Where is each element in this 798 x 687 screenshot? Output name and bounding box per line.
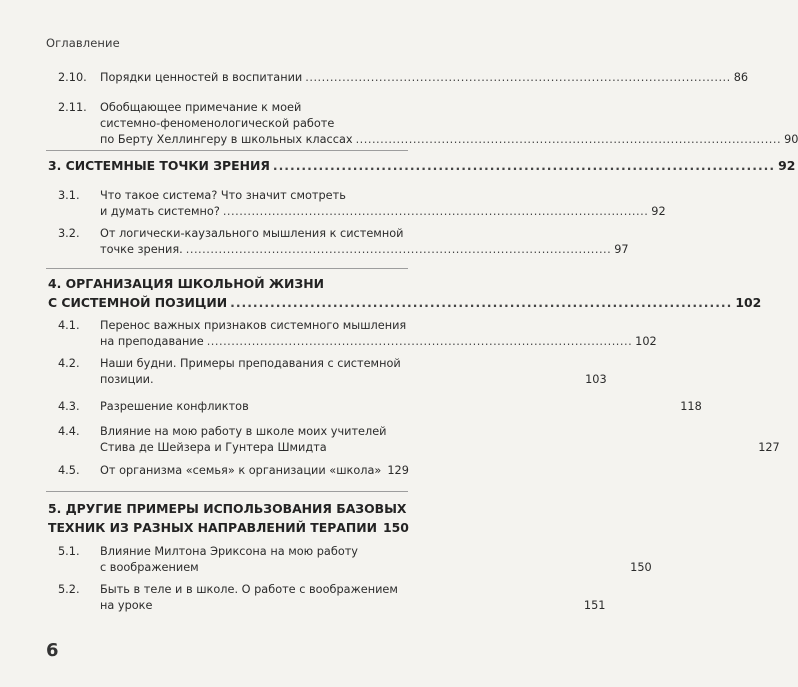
toc-entry-page: 97 — [614, 243, 629, 256]
toc-chapter-title: ТЕХНИК ИЗ РАЗНЫХ НАПРАВЛЕНИЙ ТЕРАПИИ — [48, 520, 378, 535]
section-divider — [46, 150, 408, 151]
toc-entry-title-line: Что такое система? Что значит смотреть — [100, 189, 346, 202]
toc-chapter-3[interactable] — [48, 156, 796, 175]
toc-entry-title: на уроке — [100, 599, 153, 612]
toc-entry-title-line: Влияние Милтона Эриксона на мою работу — [100, 545, 358, 558]
toc-entry-page: 86 — [733, 71, 749, 84]
toc-entry-title: с воображением — [100, 561, 199, 574]
toc-entry-number: 5.2. — [58, 583, 80, 596]
running-header: Оглавление — [46, 36, 120, 50]
toc-entry-title: и думать системно? — [100, 205, 220, 218]
leader-dots: ........................................................................................ — [230, 295, 733, 310]
toc-entry-title: Разрешение конфликтов — [100, 400, 249, 413]
toc-entry-number: 4.4. — [58, 425, 80, 438]
toc-entry-number: 2.11. — [58, 101, 87, 114]
leader-dots — [157, 372, 582, 388]
toc-entry-page: 150 — [630, 561, 652, 574]
toc-chapter-title: С СИСТЕМНОЙ ПОЗИЦИИ — [48, 295, 228, 310]
toc-entry-number: 3.1. — [58, 189, 80, 202]
toc-entry-number: 4.1. — [58, 319, 80, 332]
leader-dots: ........................................................................................................ — [222, 205, 649, 218]
toc-entry-title-line: Обобщающее примечание к моей — [100, 101, 302, 114]
leader-dots: ........................................................................................ — [272, 158, 776, 173]
toc-entry-title: на преподавание — [100, 335, 204, 348]
toc-entry-page: 118 — [680, 400, 702, 413]
toc-entry-title-line: От логически-каузального мышления к системной — [100, 227, 404, 240]
toc-chapter-title-line: 5. ДРУГИЕ ПРИМЕРЫ ИСПОЛЬЗОВАНИЯ БАЗОВЫХ — [48, 501, 407, 516]
leader-dots — [330, 440, 755, 456]
toc-entry-page: 151 — [583, 599, 606, 612]
section-divider — [46, 491, 408, 492]
leader-dots — [155, 598, 580, 614]
toc-entry-page: 127 — [758, 441, 780, 454]
toc-entry-title-line: системно-феноменологической работе — [100, 117, 335, 130]
leader-dots — [202, 560, 627, 576]
toc-entry-title-line: Влияние на мою работу в школе моих учителей — [100, 425, 387, 438]
toc-entry-title-line: Быть в теле и в школе. О работе с воображением — [100, 583, 398, 596]
leader-dots — [252, 399, 677, 415]
toc-entry-title: От организма «семья» к организации «школа» — [100, 464, 382, 477]
toc-chapter-title: 3. СИСТЕМНЫЕ ТОЧКИ ЗРЕНИЯ — [48, 158, 270, 173]
toc-entry-title: Стива де Шейзера и Гунтера Шмидта — [100, 441, 327, 454]
leader-dots: ........................................................................................................ — [305, 71, 731, 84]
toc-entry-page: 129 — [387, 464, 409, 477]
toc-entry-page: 103 — [585, 373, 607, 386]
toc-entry-number: 4.2. — [58, 357, 80, 370]
toc-entry-number: 2.10. — [58, 71, 87, 84]
toc-entry-number: 3.2. — [58, 227, 80, 240]
toc-entry-title-line: Перенос важных признаков системного мышления — [100, 319, 407, 332]
toc-entry-page: 90 — [784, 133, 798, 146]
toc-entry-number: 5.1. — [58, 545, 80, 558]
toc-entry-number: 4.5. — [58, 464, 80, 477]
toc-chapter-4[interactable] — [48, 274, 762, 312]
toc-entry-title: Порядки ценностей в воспитании — [100, 71, 303, 84]
leader-dots: ........................................................................................................ — [355, 133, 782, 146]
toc-entry-page: 92 — [651, 205, 666, 218]
toc-entry-title: позиции. — [100, 373, 154, 386]
toc-chapter-title-line: 4. ОРГАНИЗАЦИЯ ШКОЛЬНОЙ ЖИЗНИ — [48, 276, 324, 291]
toc-chapter-page: 102 — [735, 295, 762, 310]
toc-chapter-page: 92 — [778, 158, 796, 173]
leader-dots: ........................................................................................................ — [206, 335, 633, 348]
page-number: 6 — [46, 640, 59, 661]
toc-entry-page: 102 — [635, 335, 657, 348]
section-divider — [46, 268, 408, 269]
toc-entry-title: точке зрения. — [100, 243, 183, 256]
toc-chapter-5[interactable] — [48, 499, 408, 537]
toc-entry-title: по Берту Хеллингеру в школьных классах — [100, 133, 353, 146]
toc-chapter-page: 150 — [383, 520, 409, 535]
leader-dots: ........................................................................................................ — [185, 243, 612, 256]
toc-entry-title-line: Наши будни. Примеры преподавания с системной — [100, 357, 401, 370]
toc-entry-number: 4.3. — [58, 400, 80, 413]
